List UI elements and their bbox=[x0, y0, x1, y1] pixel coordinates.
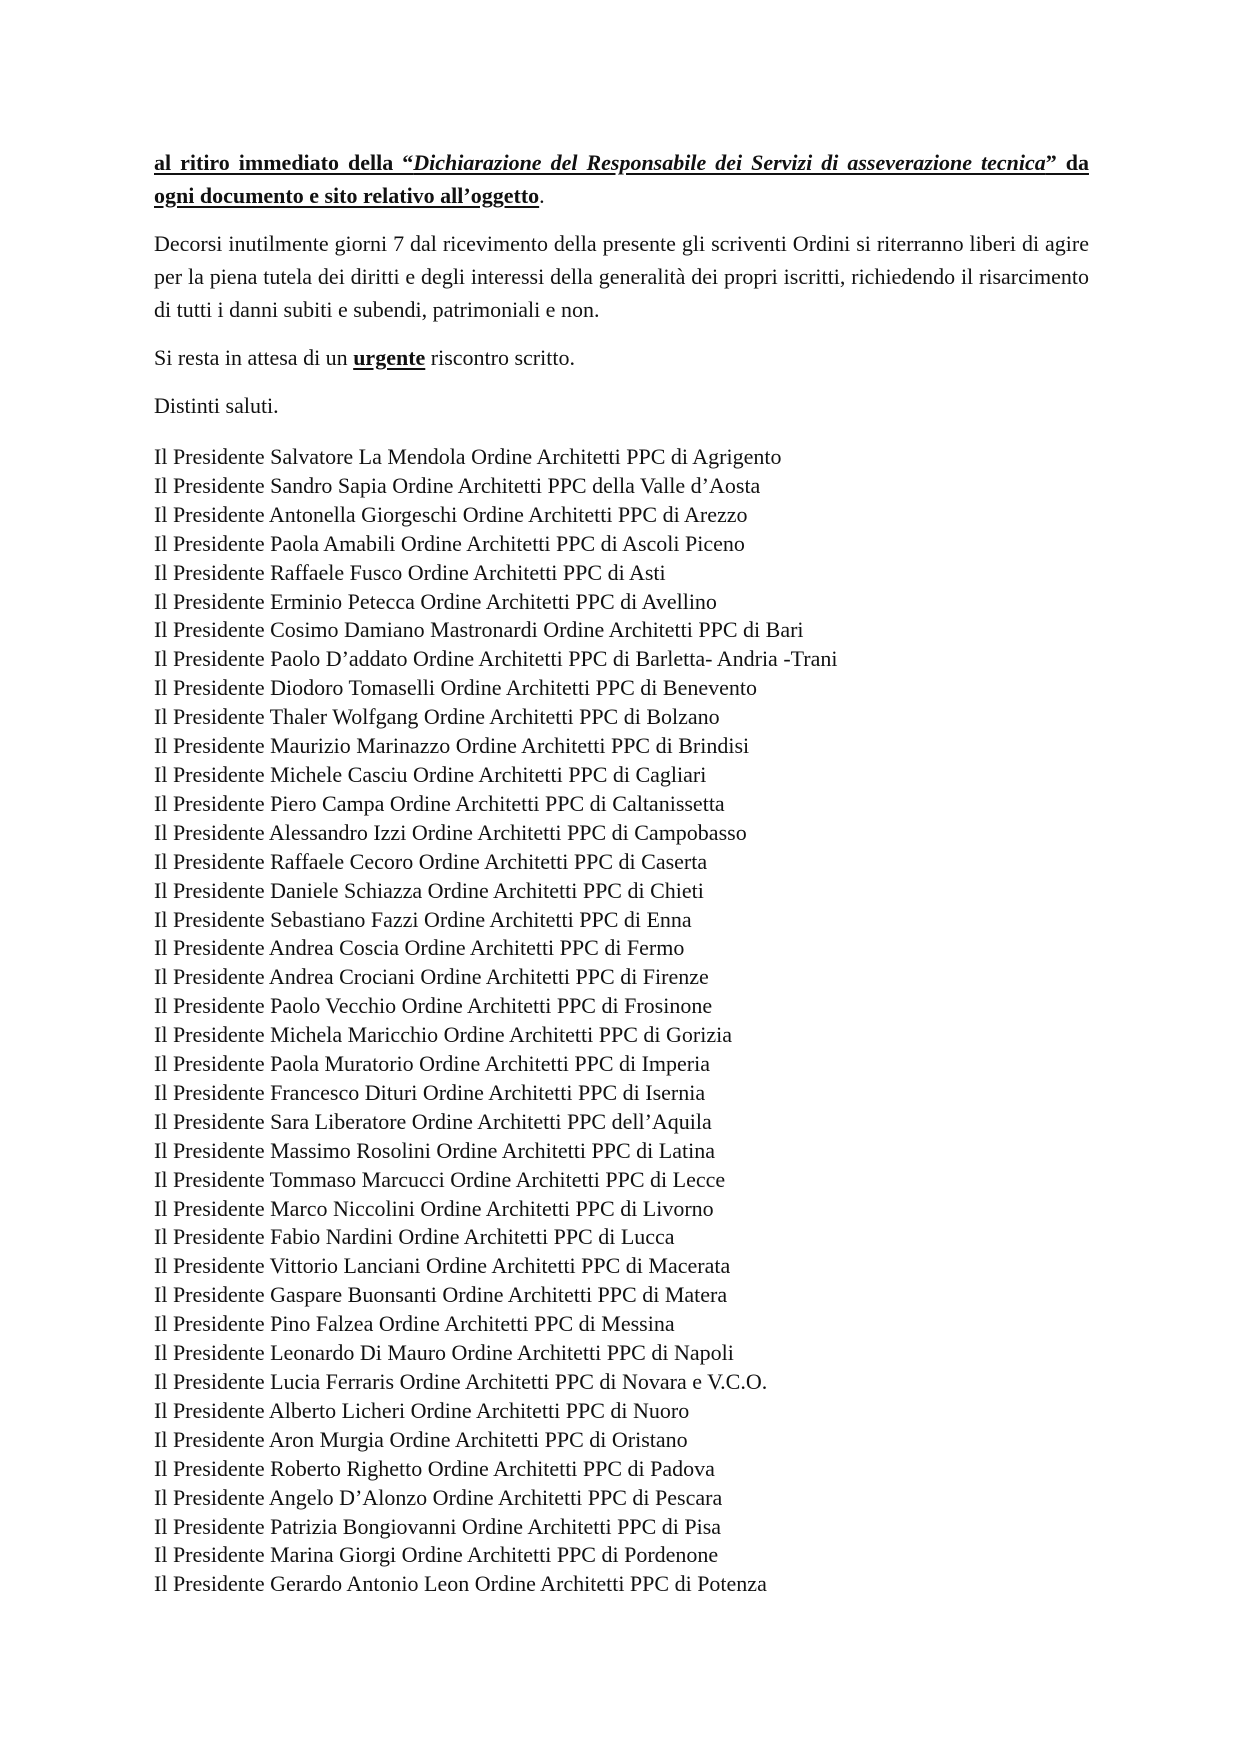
signatory-line: Il Presidente Roberto Righetto Ordine Architetti PPC di Padova bbox=[154, 1455, 715, 1481]
signatory-line: Il Presidente Fabio Nardini Ordine Architetti PPC di Lucca bbox=[154, 1224, 675, 1250]
intro-document-title: Dichiarazione del Responsabile dei Servizi di asseverazione tecnica bbox=[413, 150, 1046, 175]
signatory-line: Il Presidente Thaler Wolfgang Ordine Architetti PPC di Bolzano bbox=[154, 704, 720, 730]
signatory-line: Il Presidente Piero Campa Ordine Architetti PPC di Caltanissetta bbox=[154, 790, 725, 816]
signatory-line: Il Presidente Francesco Dituri Ordine Architetti PPC di Isernia bbox=[154, 1079, 706, 1105]
signatory-line: Il Presidente Patrizia Bongiovanni Ordine Architetti PPC di Pisa bbox=[154, 1513, 722, 1539]
signatory-line: Il Presidente Andrea Coscia Ordine Architetti PPC di Fermo bbox=[154, 935, 685, 961]
intro-end: . bbox=[539, 183, 545, 208]
signatory-line: Il Presidente Alessandro Izzi Ordine Architetti PPC di Campobasso bbox=[154, 819, 747, 845]
signatory-line: Il Presidente Antonella Giorgeschi Ordine Architetti PPC di Arezzo bbox=[154, 501, 748, 527]
signatory-line: Il Presidente Vittorio Lanciani Ordine Architetti PPC di Macerata bbox=[154, 1253, 731, 1279]
closing-salutation: Distinti saluti. bbox=[154, 393, 279, 418]
signatory-line: Il Presidente Michela Maricchio Ordine Architetti PPC di Gorizia bbox=[154, 1022, 732, 1048]
intro-part2: ” da ogni documento e sito relativo all’oggetto bbox=[154, 150, 1089, 208]
signatory-line: Il Presidente Paola Amabili Ordine Architetti PPC di Ascoli Piceno bbox=[154, 530, 745, 556]
signatory-line: Il Presidente Tommaso Marcucci Ordine Architetti PPC di Lecce bbox=[154, 1166, 726, 1192]
urgent-emphasis: urgente bbox=[353, 345, 426, 370]
signatory-line: Il Presidente Maurizio Marinazzo Ordine Architetti PPC di Brindisi bbox=[154, 733, 750, 759]
signatory-line: Il Presidente Sara Liberatore Ordine Architetti PPC dell’Aquila bbox=[154, 1108, 712, 1134]
signatory-line: Il Presidente Andrea Crociani Ordine Architetti PPC di Firenze bbox=[154, 964, 709, 990]
signatory-line: Il Presidente Pino Falzea Ordine Architetti PPC di Messina bbox=[154, 1311, 675, 1337]
signatory-line: Il Presidente Daniele Schiazza Ordine Architetti PPC di Chieti bbox=[154, 877, 704, 903]
intro-underlined-text bbox=[154, 150, 1089, 208]
signatory-line: Il Presidente Massimo Rosolini Ordine Architetti PPC di Latina bbox=[154, 1137, 715, 1163]
signatory-line: Il Presidente Gerardo Antonio Leon Ordine Architetti PPC di Potenza bbox=[154, 1571, 767, 1597]
signatory-line: Il Presidente Marina Giorgi Ordine Architetti PPC di Pordenone bbox=[154, 1542, 719, 1568]
signatory-line: Il Presidente Paolo Vecchio Ordine Architetti PPC di Frosinone bbox=[154, 993, 713, 1019]
deadline-paragraph: Decorsi inutilmente giorni 7 dal ricevimento della presente gli scriventi Ordini si riterranno liberi di agire per la piena tutela dei diritti e degli interessi della generalità dei propri iscritti, richiedendo il risarcimento di tutti i danni subiti e subendi, patrimoniali e non. bbox=[154, 231, 1089, 322]
intro-part1: al ritiro immediato della “ bbox=[154, 150, 414, 175]
signatory-line: Il Presidente Alberto Licheri Ordine Architetti PPC di Nuoro bbox=[154, 1397, 690, 1423]
signatory-line: Il Presidente Gaspare Buonsanti Ordine Architetti PPC di Matera bbox=[154, 1282, 728, 1308]
signatory-line: Il Presidente Aron Murgia Ordine Architetti PPC di Oristano bbox=[154, 1426, 688, 1452]
signatory-line: Il Presidente Leonardo Di Mauro Ordine Architetti PPC di Napoli bbox=[154, 1340, 734, 1366]
signatory-line: Il Presidente Erminio Petecca Ordine Architetti PPC di Avellino bbox=[154, 588, 717, 614]
signatories-list bbox=[154, 443, 1089, 1599]
reply-request-after: riscontro scritto. bbox=[425, 345, 575, 370]
signatory-line: Il Presidente Diodoro Tomaselli Ordine Architetti PPC di Benevento bbox=[154, 675, 757, 701]
signatory-line: Il Presidente Sandro Sapia Ordine Architetti PPC della Valle d’Aosta bbox=[154, 472, 761, 498]
signatory-line: Il Presidente Marco Niccolini Ordine Architetti PPC di Livorno bbox=[154, 1195, 714, 1221]
intro-paragraph bbox=[154, 146, 1089, 212]
document-page bbox=[154, 146, 1089, 1599]
reply-request-paragraph bbox=[154, 341, 1089, 374]
signatory-line: Il Presidente Lucia Ferraris Ordine Architetti PPC di Novara e V.C.O. bbox=[154, 1369, 768, 1394]
reply-request-before: Si resta in attesa di un bbox=[154, 345, 354, 370]
signatory-line: Il Presidente Angelo D’Alonzo Ordine Architetti PPC di Pescara bbox=[154, 1484, 723, 1510]
signatory-line: Il Presidente Raffaele Fusco Ordine Architetti PPC di Asti bbox=[154, 559, 666, 585]
signatory-line: Il Presidente Cosimo Damiano Mastronardi Ordine Architetti PPC di Bari bbox=[154, 617, 804, 643]
signatory-line: Il Presidente Raffaele Cecoro Ordine Architetti PPC di Caserta bbox=[154, 848, 708, 874]
signatory-line: Il Presidente Michele Casciu Ordine Architetti PPC di Cagliari bbox=[154, 761, 707, 787]
signatory-line: Il Presidente Paola Muratorio Ordine Architetti PPC di Imperia bbox=[154, 1051, 711, 1077]
signatory-line: Il Presidente Sebastiano Fazzi Ordine Architetti PPC di Enna bbox=[154, 906, 692, 932]
signatory-line: Il Presidente Salvatore La Mendola Ordine Architetti PPC di Agrigento bbox=[154, 444, 782, 469]
signatory-line: Il Presidente Paolo D’addato Ordine Architetti PPC di Barletta- Andria -Trani bbox=[154, 646, 838, 672]
